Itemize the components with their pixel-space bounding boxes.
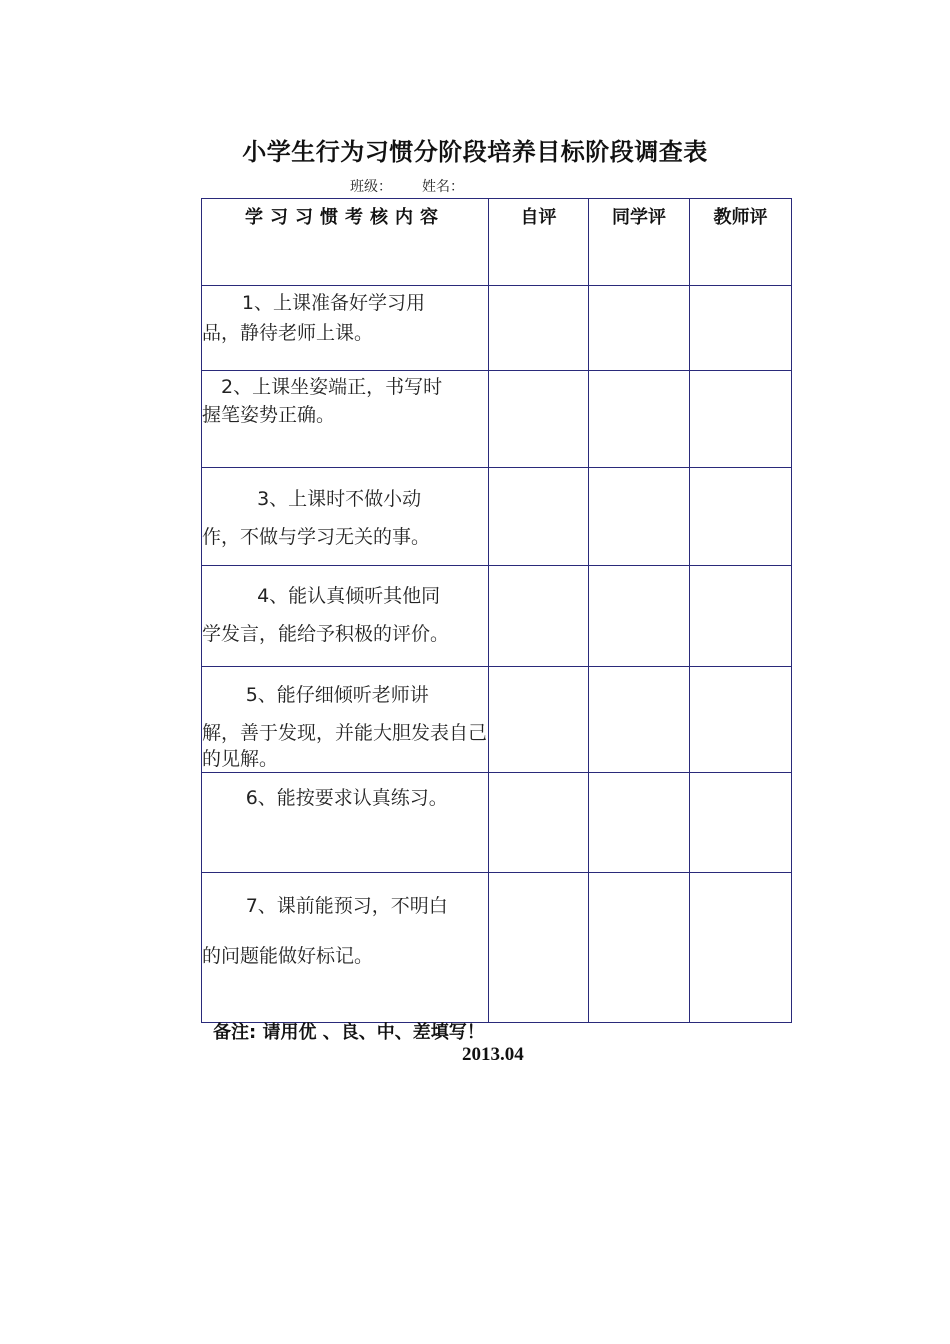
student-info-line bbox=[350, 176, 464, 196]
teacher-eval-cell[interactable] bbox=[690, 773, 792, 873]
teacher-eval-cell[interactable] bbox=[690, 873, 792, 1023]
header-content: 学习习惯考核内容 bbox=[202, 199, 489, 286]
document-title: 小学生行为习惯分阶段培养目标阶段调查表 bbox=[242, 137, 708, 166]
self-eval-cell[interactable] bbox=[489, 667, 589, 773]
self-eval-cell[interactable] bbox=[489, 286, 589, 371]
peer-eval-cell[interactable] bbox=[589, 468, 690, 566]
teacher-eval-cell[interactable] bbox=[690, 667, 792, 773]
document-date: 2013.04 bbox=[462, 1044, 524, 1065]
peer-eval-cell[interactable] bbox=[589, 667, 690, 773]
table-row bbox=[202, 667, 792, 773]
table-row bbox=[202, 873, 792, 1023]
row-content: 5、能仔细倾听老师讲 解，善于发现，并能大胆发表自己的见解。 bbox=[202, 667, 489, 773]
self-eval-cell[interactable] bbox=[489, 566, 589, 667]
survey-table bbox=[201, 198, 792, 1023]
header-peer-eval: 同学评 bbox=[589, 199, 690, 286]
peer-eval-cell[interactable] bbox=[589, 371, 690, 468]
teacher-eval-cell[interactable] bbox=[690, 286, 792, 371]
peer-eval-cell[interactable] bbox=[589, 873, 690, 1023]
self-eval-cell[interactable] bbox=[489, 468, 589, 566]
table-row bbox=[202, 286, 792, 371]
row-content: 2、上课坐姿端正，书写时 握笔姿势正确。 bbox=[202, 371, 489, 468]
row-content: 7、课前能预习，不明白 的问题能做好标记。 bbox=[202, 873, 489, 1023]
peer-eval-cell[interactable] bbox=[589, 773, 690, 873]
table-row bbox=[202, 566, 792, 667]
teacher-eval-cell[interactable] bbox=[690, 566, 792, 667]
class-label: 班级： bbox=[350, 179, 392, 195]
peer-eval-cell[interactable] bbox=[589, 566, 690, 667]
header-self-eval: 自评 bbox=[489, 199, 589, 286]
teacher-eval-cell[interactable] bbox=[690, 371, 792, 468]
header-teacher-eval: 教师评 bbox=[690, 199, 792, 286]
row-content: 3、上课时不做小动 作，不做与学习无关的事。 bbox=[202, 468, 489, 566]
self-eval-cell[interactable] bbox=[489, 873, 589, 1023]
table-row bbox=[202, 371, 792, 468]
fill-instruction-note: 备注: 请用优 、良、中、差填写！ bbox=[213, 1022, 485, 1043]
table-row bbox=[202, 773, 792, 873]
table-row bbox=[202, 468, 792, 566]
row-content: 6、能按要求认真练习。 bbox=[202, 773, 489, 873]
name-label: 姓名： bbox=[422, 179, 464, 195]
table-header-row bbox=[202, 199, 792, 286]
self-eval-cell[interactable] bbox=[489, 773, 589, 873]
row-content: 1、上课准备好学习用 品，静待老师上课。 bbox=[202, 286, 489, 371]
row-content: 4、能认真倾听其他同 学发言，能给予积极的评价。 bbox=[202, 566, 489, 667]
self-eval-cell[interactable] bbox=[489, 371, 589, 468]
peer-eval-cell[interactable] bbox=[589, 286, 690, 371]
teacher-eval-cell[interactable] bbox=[690, 468, 792, 566]
